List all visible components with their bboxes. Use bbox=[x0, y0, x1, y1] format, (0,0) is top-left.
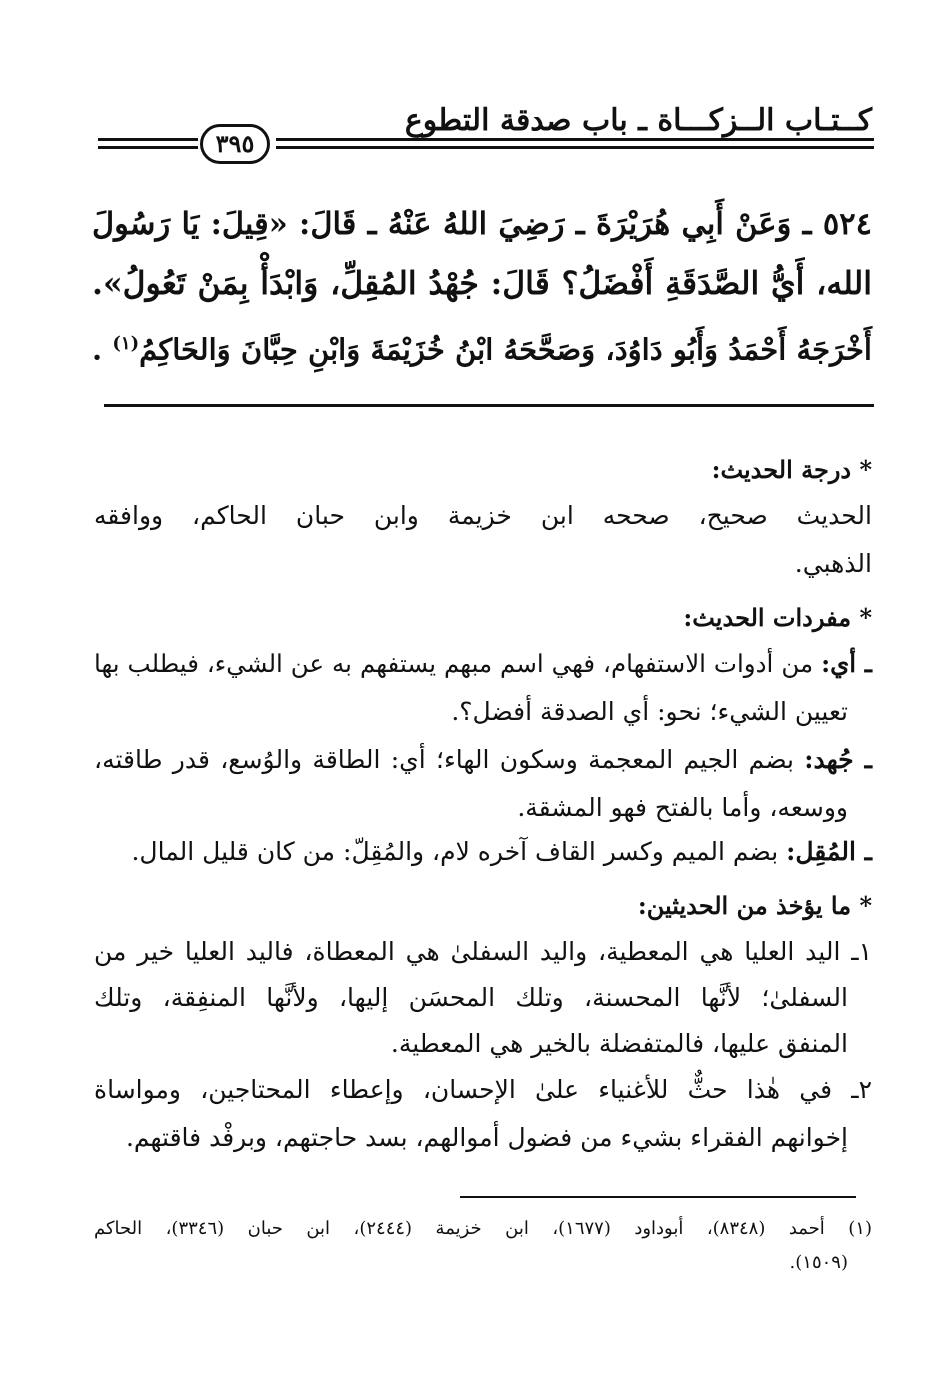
footnote-line-2: (١٥٠٩). bbox=[789, 1252, 848, 1273]
hadith-line-2: الله، أَيُّ الصَّدَقَةِ أَفْضَلُ؟ قَالَ: جُهْدُ المُقِلِّ، وَابْدَأْ بِمَنْ تَعُولُ». bbox=[92, 265, 872, 302]
term-definition: بضم الميم وكسر القاف آخره لام، والمُقِلّ: من كان قليل المال. bbox=[131, 837, 779, 866]
header-rule bbox=[98, 146, 198, 149]
vocab-ay-line-2: تعيين الشيء؛ نحو: أي الصدقة أفضل؟. bbox=[451, 697, 848, 726]
section-heading-degree: * درجة الحديث: bbox=[711, 455, 872, 484]
footnote-divider bbox=[460, 1196, 856, 1198]
section-heading-vocab: * مفردات الحديث: bbox=[683, 603, 872, 632]
vocab-juhd-line-2: ووسعه، وأما بالفتح فهو المشقة. bbox=[517, 793, 848, 822]
term-definition: بضم الجيم المعجمة وسكون الهاء؛ أي: الطاقة والوُسع، قدر طاقته، bbox=[94, 745, 794, 774]
vocab-juhd-line-1 bbox=[94, 738, 872, 782]
section-divider bbox=[104, 404, 874, 407]
lesson-1-line-3: المنفق عليها، فالمتفضلة بالخير هي المعطية. bbox=[390, 1029, 848, 1058]
footnote-line-1: (١) أحمد (٨٣٤٨)، أبوداود (١٦٧٧)، ابن خزيمة (٢٤٤٤)، ابن حبان (٣٣٤٦)، الحاكم bbox=[94, 1218, 872, 1239]
term-definition: من أدوات الاستفهام، فهي اسم مبهم يستفهم به عن الشيء، فيطلب بها bbox=[94, 649, 814, 678]
vocab-muqil-line-1 bbox=[94, 830, 872, 874]
hadith-line-1 bbox=[92, 196, 872, 252]
hadith-number: ٥٢٤ ـ bbox=[802, 206, 872, 242]
hadith-text: وَعَنْ أَبِي هُرَيْرَةَ ـ رَضِيَ اللهُ عَنْهُ ـ قَالَ: «قِيلَ: يَا رَسُولَ bbox=[92, 206, 792, 242]
lesson-1-line-2: السفلىٰ؛ لأنَّها المحسنة، وتلك المحسَن إليها، ولأنَّها المنفِقة، وتلك bbox=[94, 983, 848, 1012]
running-title: كــتـاب الــزكـــاة ـ باب صدقة التطوع bbox=[404, 103, 872, 138]
term-juhd: ـ جُهد: bbox=[804, 745, 872, 774]
lesson-2-line-1: ٢ـ في هٰذا حثٌّ للأغنياء علىٰ الإحسان، وإعطاء المحتاجين، ومواساة bbox=[94, 1075, 872, 1104]
footnote-marker[interactable]: (١) bbox=[112, 333, 140, 354]
header-rule bbox=[98, 138, 198, 141]
header-rule bbox=[276, 146, 874, 149]
hadith-line-3 bbox=[92, 316, 872, 372]
hadith-text: أَخْرَجَهُ أَحْمَدُ وَأَبُو دَاوُدَ، وَصَحَّحَهُ ابْنُ خُزَيْمَةَ وَابْنِ حِبَّانَ وَالحَاكِمُ bbox=[139, 332, 872, 367]
term-muqil: ـ المُقِل: bbox=[786, 837, 872, 866]
header-rule bbox=[276, 138, 874, 141]
degree-line-2: الذهبي. bbox=[794, 549, 872, 578]
section-heading-lessons: * ما يؤخذ من الحديثين: bbox=[637, 891, 872, 920]
degree-line-1: الحديث صحيح، صححه ابن خزيمة وابن حبان الحاكم، ووافقه bbox=[94, 501, 872, 530]
term-ay: ـ أي: bbox=[821, 649, 872, 678]
page-number: ٣٩٥ bbox=[200, 124, 270, 164]
vocab-ay-line-1 bbox=[94, 642, 872, 686]
lesson-1-line-1: ١ـ اليد العليا هي المعطية، واليد السفلىٰ هي المعطاة، فاليد العليا خير من bbox=[94, 937, 872, 966]
lesson-2-line-2: إخوانهم الفقراء بشيء من فضول أموالهم، بسد حاجتهم، وبرفْد فاقتهم. bbox=[125, 1123, 848, 1152]
hadith-end: . bbox=[92, 332, 103, 367]
